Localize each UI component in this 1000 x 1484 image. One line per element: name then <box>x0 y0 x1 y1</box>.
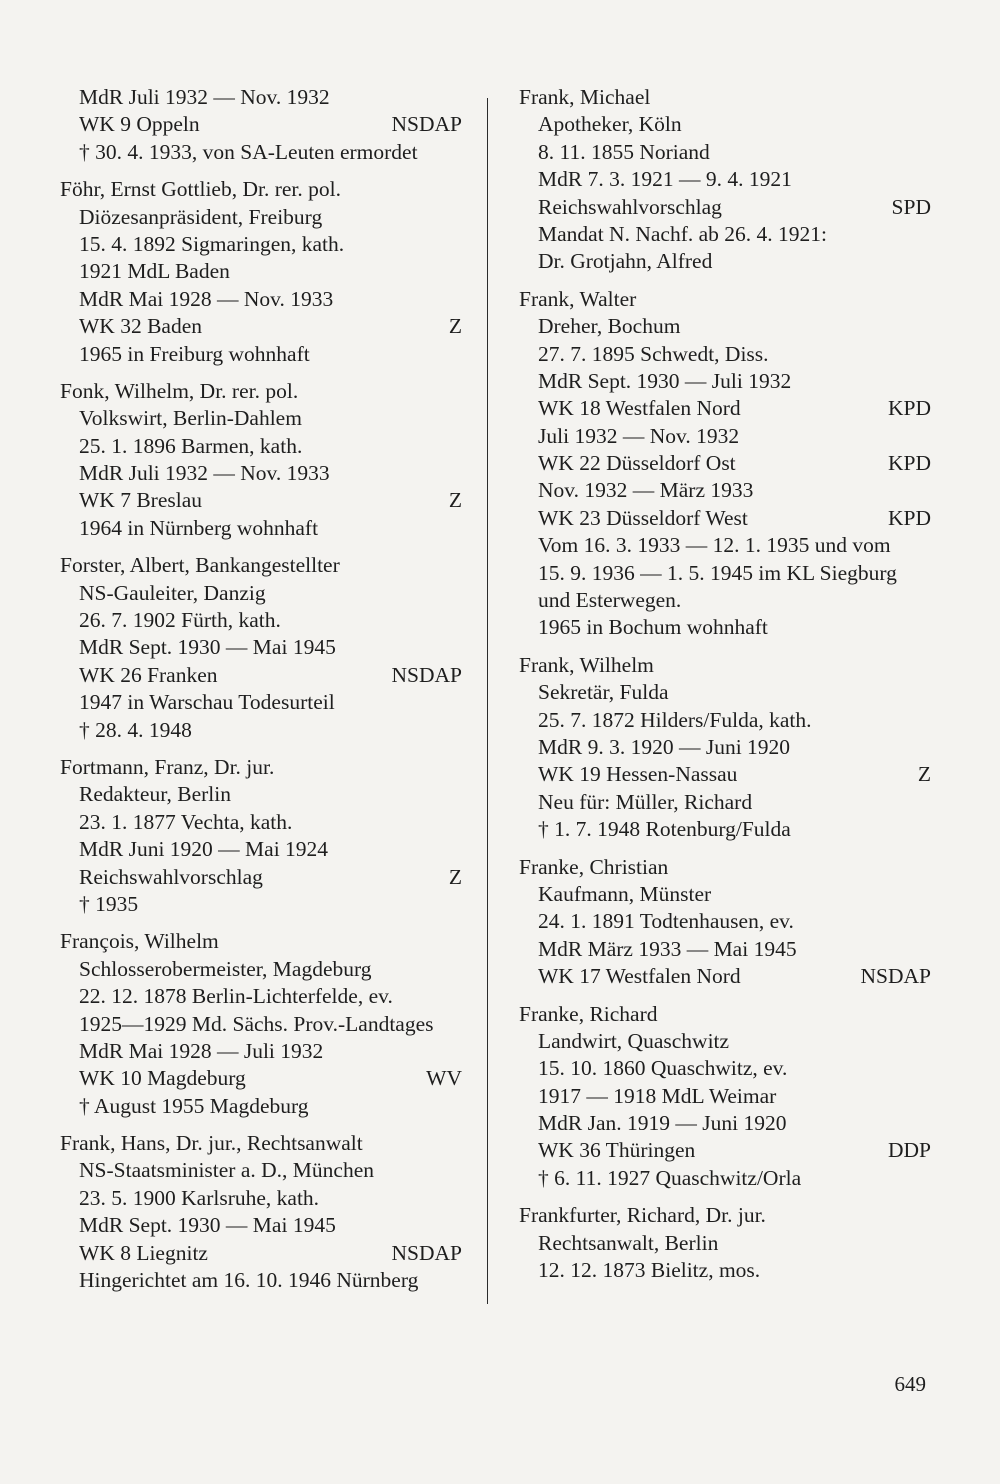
entry-text: MdR Juni 1920 — Mai 1924 <box>79 837 329 862</box>
entry-detail-line <box>519 789 931 816</box>
biography-entry <box>60 84 462 166</box>
entry-text: † August 1955 Magdeburg <box>79 1093 309 1118</box>
entry-detail-line <box>519 560 931 587</box>
entry-text: Rechtsanwalt, Berlin <box>538 1230 719 1255</box>
entry-detail-line <box>60 717 462 744</box>
biography-entry <box>519 286 931 642</box>
entry-detail-line <box>60 983 462 1010</box>
entry-detail-line <box>60 487 462 514</box>
entry-text: Frank, Wilhelm <box>519 652 654 677</box>
entry-detail-line <box>519 505 931 532</box>
entry-detail-line <box>519 221 931 248</box>
entry-detail-line <box>60 1038 462 1065</box>
party-label: Z <box>917 762 931 787</box>
entry-name-line <box>519 1202 931 1229</box>
entry-detail-line <box>519 614 931 641</box>
entry-text: Franke, Richard <box>519 1001 658 1026</box>
biography-entry <box>519 1001 931 1193</box>
entry-text: 12. 12. 1873 Bielitz, mos. <box>538 1258 761 1283</box>
entry-text: WK 10 Magdeburg <box>79 1066 246 1091</box>
entry-text: WK 9 Oppeln <box>79 112 200 137</box>
entry-text: Frank, Michael <box>519 85 651 109</box>
party-label: NSDAP <box>391 662 462 687</box>
entry-detail-line <box>519 587 931 614</box>
party-label: Z <box>448 314 462 339</box>
entry-text: WK 17 Westfalen Nord <box>538 964 741 989</box>
entry-text: MdR Sept. 1930 — Mai 1945 <box>79 635 336 660</box>
entry-detail-line <box>60 836 462 863</box>
entry-text: 27. 7. 1895 Schwedt, Diss. <box>538 341 769 366</box>
entry-text: WK 26 Franken <box>79 662 218 687</box>
entry-detail-line <box>519 532 931 559</box>
entry-text: Mandat N. Nachf. ab 26. 4. 1921: <box>538 221 827 246</box>
entry-detail-line <box>519 1230 931 1257</box>
entry-text: MdR Sept. 1930 — Juli 1932 <box>538 368 792 393</box>
entry-text: Reichswahlvorschlag <box>538 194 722 219</box>
entry-text: Sekretär, Fulda <box>538 680 669 705</box>
entry-text: MdR März 1933 — Mai 1945 <box>538 936 797 961</box>
entry-text: WK 32 Baden <box>79 314 202 339</box>
entry-detail-line <box>519 908 931 935</box>
entry-text: Vom 16. 3. 1933 — 12. 1. 1935 und vom <box>538 533 891 558</box>
entry-text: Schlosserobermeister, Magdeburg <box>79 956 372 981</box>
entry-detail-line <box>519 477 931 504</box>
page-number: 649 <box>894 1372 926 1396</box>
entry-text: MdR Mai 1928 — Nov. 1933 <box>79 286 334 311</box>
entry-name-line <box>519 652 931 679</box>
entry-text: 23. 1. 1877 Vechta, kath. <box>79 809 293 834</box>
entry-text: Dreher, Bochum <box>538 314 681 339</box>
entry-detail-line <box>60 607 462 634</box>
entry-detail-line <box>60 313 462 340</box>
entry-text: 8. 11. 1855 Noriand <box>538 139 710 164</box>
entry-name-line <box>60 1130 462 1157</box>
biography-entry <box>60 176 462 368</box>
party-label: NSDAP <box>860 964 931 989</box>
entry-name-line <box>519 84 931 111</box>
party-label: SPD <box>891 194 931 219</box>
entry-detail-line <box>519 341 931 368</box>
entry-detail-line <box>519 963 931 990</box>
entry-detail-line <box>60 286 462 313</box>
party-label: Z <box>448 864 462 889</box>
entry-text: 1964 in Nürnberg wohnhaft <box>79 515 319 540</box>
entry-text: † 1. 7. 1948 Rotenburg/Fulda <box>538 817 791 842</box>
entry-detail-line <box>60 1185 462 1212</box>
entry-text: Redakteur, Berlin <box>79 782 231 807</box>
entry-detail-line <box>60 634 462 661</box>
entry-text: 15. 4. 1892 Sigmaringen, kath. <box>79 231 345 256</box>
entry-text: MdR Jan. 1919 — Juni 1920 <box>538 1111 787 1136</box>
entry-detail-line <box>60 111 462 138</box>
entry-detail-line <box>60 1157 462 1184</box>
entry-text: † 1935 <box>79 891 139 916</box>
party-label: NSDAP <box>391 112 462 137</box>
entry-detail-line <box>60 864 462 891</box>
right-column <box>519 84 931 1284</box>
entry-text: WK 36 Thüringen <box>538 1138 696 1163</box>
entry-text: 15. 9. 1936 — 1. 5. 1945 im KL Siegburg <box>538 560 897 585</box>
entry-text: Apotheker, Köln <box>538 112 682 137</box>
biography-entry <box>519 652 931 844</box>
entry-text: † 28. 4. 1948 <box>79 717 192 742</box>
entry-text: WK 19 Hessen-Nassau <box>538 762 738 787</box>
entry-text: Franke, Christian <box>519 854 669 879</box>
entry-text: 1921 MdL Baden <box>79 259 230 284</box>
party-label: NSDAP <box>391 1240 462 1265</box>
entry-text: MdR 9. 3. 1920 — Juni 1920 <box>538 734 791 759</box>
entry-detail-line <box>60 956 462 983</box>
entry-detail-line <box>519 194 931 221</box>
entry-text: MdR Mai 1928 — Juli 1932 <box>79 1038 324 1063</box>
entry-detail-line <box>519 761 931 788</box>
entry-detail-line <box>60 1212 462 1239</box>
entry-name-line <box>519 854 931 881</box>
entry-detail-line <box>60 341 462 368</box>
entry-text: WK 8 Liegnitz <box>79 1240 208 1265</box>
entry-text: Frankfurter, Richard, Dr. jur. <box>519 1203 766 1228</box>
entry-detail-line <box>519 936 931 963</box>
entry-text: MdR Juli 1932 — Nov. 1932 <box>79 85 330 109</box>
entry-text: † 30. 4. 1933, von SA-Leuten ermordet <box>79 139 418 164</box>
entry-text: Hingerichtet am 16. 10. 1946 Nürnberg <box>79 1268 419 1293</box>
entry-detail-line <box>519 313 931 340</box>
entry-detail-line <box>519 1083 931 1110</box>
entry-text: WK 18 Westfalen Nord <box>538 396 741 421</box>
entry-text: 1947 in Warschau Todesurteil <box>79 690 335 715</box>
entry-text: Reichswahlvorschlag <box>79 864 263 889</box>
entry-detail-line <box>60 204 462 231</box>
entry-detail-line <box>519 1257 931 1284</box>
entry-name-line <box>60 378 462 405</box>
entry-text: Frank, Walter <box>519 286 637 311</box>
entry-detail-line <box>60 258 462 285</box>
entry-detail-line <box>60 1267 462 1294</box>
entry-detail-line <box>519 816 931 843</box>
biography-entry <box>60 928 462 1120</box>
entry-text: Volkswirt, Berlin-Dahlem <box>79 406 302 431</box>
party-label: KPD <box>887 451 931 476</box>
entry-text: NS-Staatsminister a. D., München <box>79 1158 374 1183</box>
entry-name-line <box>60 552 462 579</box>
entry-detail-line <box>519 248 931 275</box>
entry-detail-line <box>60 433 462 460</box>
party-label: DDP <box>887 1138 931 1163</box>
entry-detail-line <box>60 231 462 258</box>
entry-text: MdR Sept. 1930 — Mai 1945 <box>79 1213 336 1238</box>
entry-text: Fonk, Wilhelm, Dr. rer. pol. <box>60 378 299 403</box>
entry-detail-line <box>60 405 462 432</box>
entry-detail-line <box>60 1093 462 1120</box>
entry-text: 15. 10. 1860 Quaschwitz, ev. <box>538 1056 788 1081</box>
entry-detail-line <box>60 809 462 836</box>
entry-text: Landwirt, Quaschwitz <box>538 1028 730 1053</box>
left-column <box>60 84 462 1294</box>
biography-entry <box>60 754 462 918</box>
entry-text: Diözesanpräsident, Freiburg <box>79 204 323 229</box>
entry-detail-line <box>60 1011 462 1038</box>
party-label: Z <box>448 488 462 513</box>
entry-text: Föhr, Ernst Gottlieb, Dr. rer. pol. <box>60 177 342 202</box>
entry-detail-line <box>519 1055 931 1082</box>
party-label: KPD <box>887 505 931 530</box>
entry-text: Dr. Grotjahn, Alfred <box>538 249 713 274</box>
entry-text: 1925—1929 Md. Sächs. Prov.-Landtages <box>79 1011 434 1036</box>
entry-text: NS-Gauleiter, Danzig <box>79 580 266 605</box>
entry-detail-line <box>519 450 931 477</box>
biography-entry <box>519 854 931 991</box>
entry-detail-line <box>60 891 462 918</box>
biography-entry <box>60 378 462 542</box>
entry-detail-line <box>60 460 462 487</box>
entry-text: WK 7 Breslau <box>79 488 202 513</box>
entry-text: und Esterwegen. <box>538 588 682 613</box>
biography-entry <box>519 84 931 276</box>
entry-name-line <box>60 176 462 203</box>
entry-text: Juli 1932 — Nov. 1932 <box>538 423 740 448</box>
entry-detail-line <box>519 423 931 450</box>
party-label: KPD <box>887 396 931 421</box>
entry-text: 22. 12. 1878 Berlin-Lichterfelde, ev. <box>79 984 393 1009</box>
entry-detail-line <box>519 111 931 138</box>
entry-detail-line <box>60 662 462 689</box>
entry-detail-line <box>60 1065 462 1092</box>
entry-text: MdR 7. 3. 1921 — 9. 4. 1921 <box>538 167 792 192</box>
entry-detail-line <box>519 1165 931 1192</box>
entry-name-line <box>519 286 931 313</box>
entry-detail-line <box>60 580 462 607</box>
entry-detail-line <box>519 368 931 395</box>
entry-text: 24. 1. 1891 Todtenhausen, ev. <box>538 909 794 934</box>
entry-text: Frank, Hans, Dr. jur., Rechtsanwalt <box>60 1131 363 1156</box>
entry-text: Kaufmann, Münster <box>538 881 712 906</box>
entry-detail-line <box>519 139 931 166</box>
entry-detail-line <box>519 166 931 193</box>
entry-name-line <box>519 1001 931 1028</box>
entry-name-line <box>60 754 462 781</box>
entry-text: 1965 in Freiburg wohnhaft <box>79 341 310 366</box>
entry-detail-line <box>60 781 462 808</box>
entry-text: † 6. 11. 1927 Quaschwitz/Orla <box>538 1165 802 1190</box>
entry-text: 25. 1. 1896 Barmen, kath. <box>79 433 303 458</box>
entry-text: François, Wilhelm <box>60 929 219 954</box>
column-divider <box>487 98 488 1304</box>
entry-detail-line <box>519 395 931 422</box>
entry-name-line <box>60 928 462 955</box>
entry-detail-line <box>519 1110 931 1137</box>
entry-text: 1965 in Bochum wohnhaft <box>538 615 768 640</box>
entry-detail-line <box>60 139 462 166</box>
entry-detail-line <box>519 1028 931 1055</box>
entry-detail-line <box>60 84 462 111</box>
entry-text: 26. 7. 1902 Fürth, kath. <box>79 608 281 633</box>
entry-detail-line <box>519 1137 931 1164</box>
entry-detail-line <box>60 689 462 716</box>
entry-text: Fortmann, Franz, Dr. jur. <box>60 754 275 779</box>
entry-text: WK 22 Düsseldorf Ost <box>538 451 736 476</box>
entry-detail-line <box>519 881 931 908</box>
entry-text: Forster, Albert, Bankangestellter <box>60 553 340 578</box>
entry-detail-line <box>519 734 931 761</box>
biography-entry <box>60 1130 462 1294</box>
entry-detail-line <box>60 1240 462 1267</box>
entry-detail-line <box>519 679 931 706</box>
biography-entry <box>519 1202 931 1284</box>
entry-text: WK 23 Düsseldorf West <box>538 505 748 530</box>
entry-text: 23. 5. 1900 Karlsruhe, kath. <box>79 1185 320 1210</box>
entry-text: MdR Juli 1932 — Nov. 1933 <box>79 461 330 486</box>
entry-detail-line <box>60 515 462 542</box>
entry-text: 25. 7. 1872 Hilders/Fulda, kath. <box>538 707 812 732</box>
entry-text: Nov. 1932 — März 1933 <box>538 478 754 503</box>
party-label: WV <box>426 1066 462 1091</box>
entry-text: 1917 — 1918 MdL Weimar <box>538 1083 777 1108</box>
biography-entry <box>60 552 462 744</box>
entry-detail-line <box>519 707 931 734</box>
entry-text: Neu für: Müller, Richard <box>538 789 753 814</box>
